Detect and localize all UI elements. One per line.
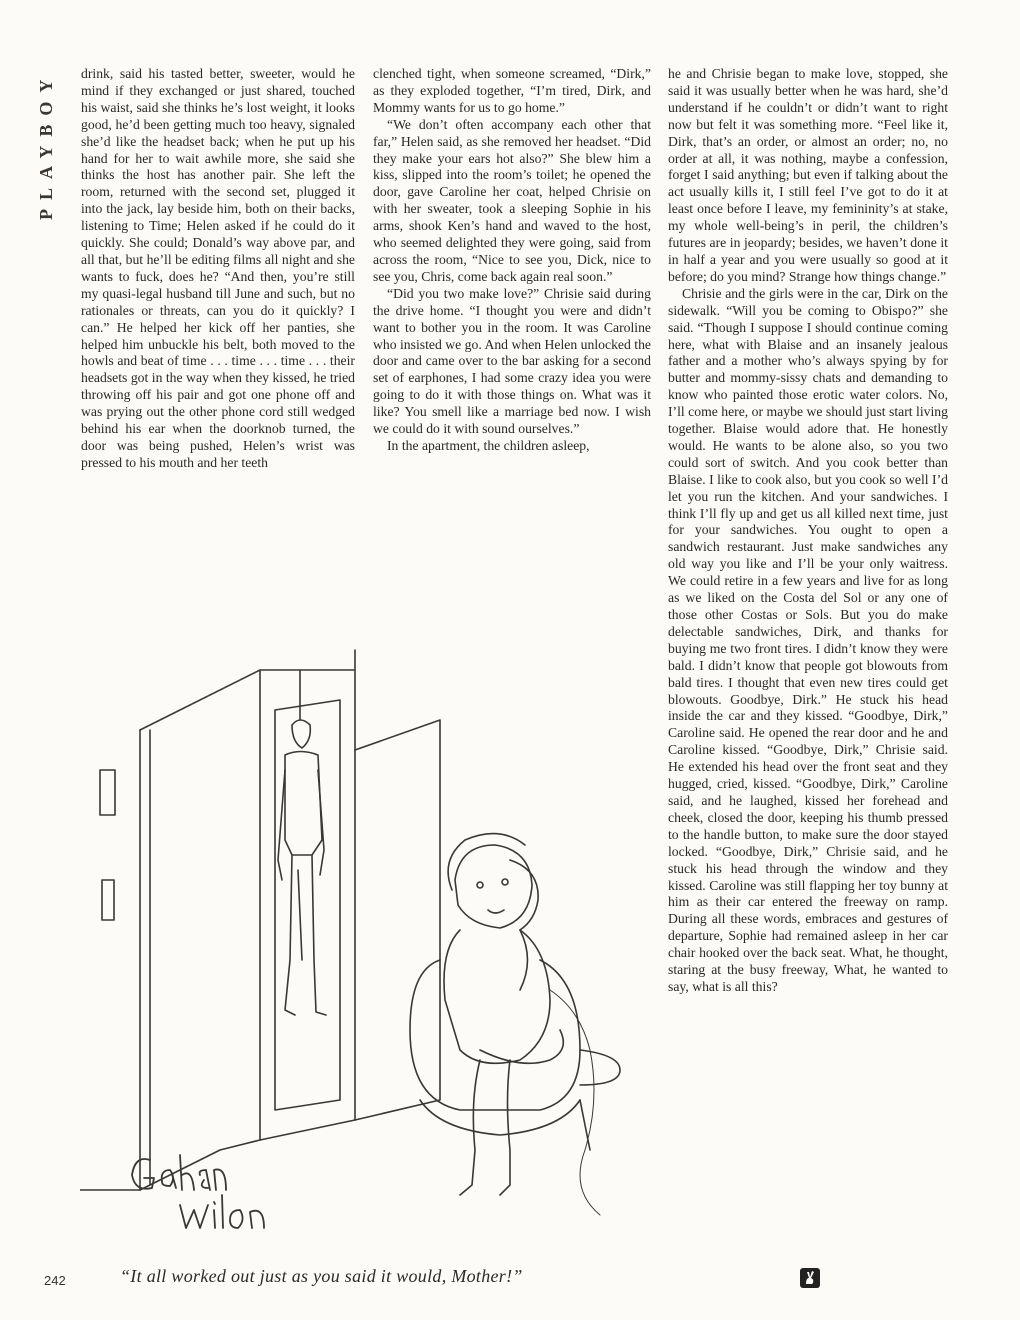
- hanging-figure: [278, 670, 326, 1015]
- bunny-glyph-icon: [800, 1268, 820, 1288]
- paragraph: drink, said his tasted better, sweeter, would he mind if they exchanged or just shared, touched his waist, said she thinks he’s lost weight, it looks good, he’d been getting much too heavy, signaled she’d like the headset back; when he put up his hand for her to wait awhile more, she said she thinks the host has another pair. She left the room, returned with the second set, plugged it into the jack, lay beside him, both on their backs, listening to Time; Helen asked if he could do it quickly. She could; Donald’s way above par, and all that, but he’ll be editing films all night and she wants to fuck, does he? “And then, you’re still my quasi-legal husband till June and such, but no rationales or threats, can you do it quickly? I can.” He helped her kick off her panties, she helped him unbuckle his belt, both moved to the howls and beat of time . . . time . . . time . . . their headsets got in the way when they kissed, he tried throwing off his pair and got one phone off and was prying out the other phone cord still wedged behind his ear when the doorknob turned, the door was being pushed, Helen’s wrist was pressed to his mouth and her teeth: [81, 66, 355, 470]
- chair: [410, 960, 620, 1150]
- text-column-2: [373, 66, 651, 455]
- paragraph: In the apartment, the children asleep,: [387, 437, 590, 453]
- paragraph: “We don’t often accompany each other that far,” Helen said, as she removed her headset. “Did they make your ears hot also?” She blew him a kiss, slipped into the room’s toilet; he opened the door, gave Caroline her coat, helped Chrisie on with her sweater, took a sleeping Sophie in his arms, shook Ken’s hand and waved to the host, who seemed delighted they were going, said from across the room, “Nice to see you, Dick, nice to see you, Chris, come back again real soon.”: [373, 116, 651, 284]
- paragraph: he and Chrisie began to make love, stopped, she said it was usually better when he was hard, she’d understand if he couldn’t or didn’t want to right now but felt it was something more. “Feel like it, Dirk, that’s an order, or almost an order; no, no order at all, it was nothing, maybe a confession, forget I said anything; but even if talking about the act usually kills it, I still feel I’ve got to do it at least once before I leave, my femininity’s at stake, my whole well-being’s in peril, the children’s futures are in jeopardy; besides, we haven’t done it in half a year and you were usually so good at it before; do you mind? Strange how things change.”: [668, 66, 948, 284]
- paragraph: “Did you two make love?” Chrisie said during the drive home. “I thought you were and didn’t want to bother you in the room. It was Caroline who insisted we go. And when Helen unlocked the door and came over to the bar asking for a second set of earphones, I had some crazy idea you were going to do it with those things on. What was it like? You smell like a marriage bed now. I wish we could do it with sound ourselves.”: [373, 285, 651, 437]
- text-column-1: [81, 66, 355, 472]
- paragraph: clenched tight, when someone screamed, “Dirk,” as they exploded together, “I’m tired, Dirk, and Mommy wants for us to go home.”: [373, 66, 651, 115]
- text-column-3: [668, 66, 948, 996]
- cartoon-caption: “It all worked out just as you said it would, Mother!”: [120, 1266, 523, 1286]
- doorway: [100, 650, 440, 1190]
- masthead: [34, 70, 74, 220]
- bunny-logo-icon: [800, 1268, 820, 1288]
- woman-on-phone: [444, 834, 600, 1215]
- masthead-text: PLAYBOY: [36, 70, 56, 220]
- page-number: 242: [44, 1273, 66, 1288]
- cartoon-illustration: [80, 630, 660, 1230]
- cartoon-signature: [132, 1155, 264, 1228]
- paragraph: Chrisie and the girls were in the car, Dirk on the sidewalk. “Will you be coming to Obispo?” she said. “Though I suppose I should continue coming here, what with Blaise and an insanely jealous father and a mother who’s always spying by for butter and mommy-sissy chats and demanding to know who painted those erotic water colors. No, I’ll come here, or maybe we should just start living together. Blaise would adore that. He honestly would. He wants to be alone also, so you two could sort of switch. And you cook better than Blaise. I like to cook also, but you cook so well I’d let you run the kitchen. And your sandwiches. I think I’ll fly up and get us all killed next time, just for your sandwiches. You ought to open a sandwich restaurant. Just make sandwiches any old way you like and I’ll be your only waitress. We could retire in a few years and live for as long as we liked on the Costa del Sol or any one of those other Costas or Sols. But you do make delectable sandwiches, Dirk, and thanks for buying me two front tires. I didn’t know they were bald. I didn’t know that people got blowouts from bald tires. I thought that even new tires could get blowouts. Goodbye, Dirk.” He stuck his head inside the car and they kissed. “Goodbye, Dirk,” Caroline said. He opened the rear door and he and Caroline kissed. “Goodbye, Dirk,” Chrisie said. He extended his head over the front seat and they hugged, cried, kissed. “Goodbye, Dirk,” Caroline said, and he laughed, kissed her forehead and cheek, closed the door, keeping his thumb pressed to the handle button, to make sure the door stayed locked. “Goodbye, Dirk,” Chrisie said, and he stuck his head through the window and they kissed. Caroline was still flapping her toy bunny at him as their car entered the freeway on ramp. During all these words, embraces and gestures of departure, Sophie had remained asleep in her car chair hooked over the back seat. What, he thought, staring at the busy freeway, What, he wanted to say, what is all this?: [668, 285, 948, 994]
